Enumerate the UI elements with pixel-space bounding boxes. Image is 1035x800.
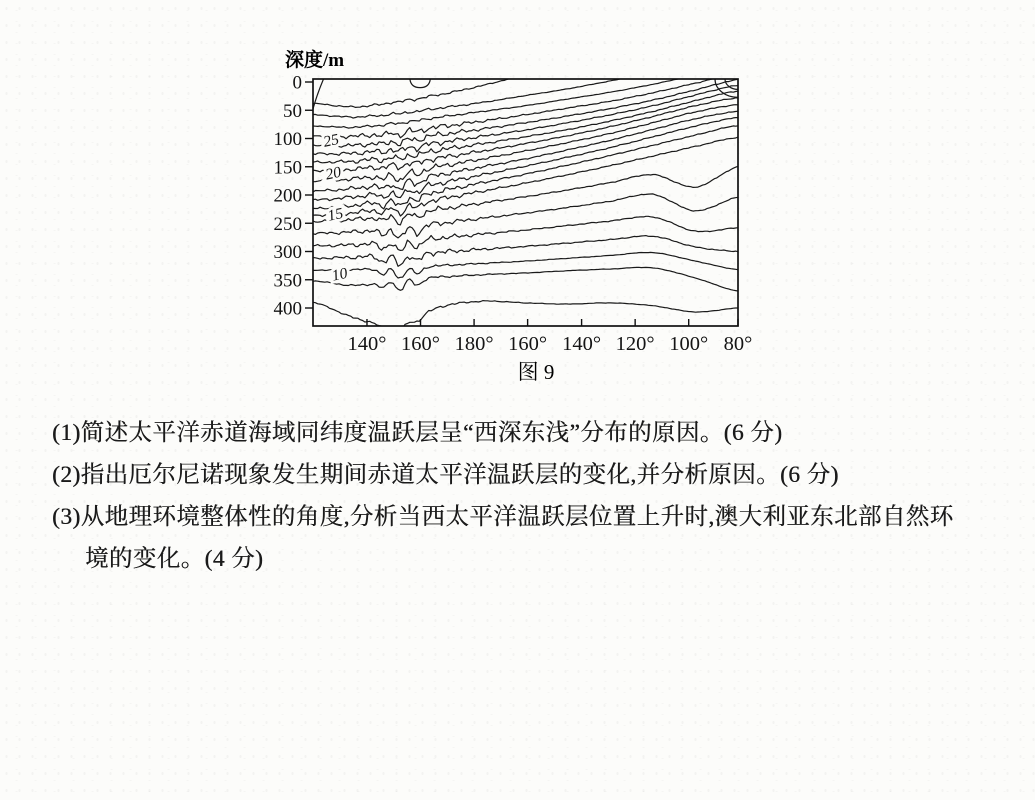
svg-text:400: 400 <box>273 298 302 320</box>
svg-text:10: 10 <box>330 264 350 285</box>
y-axis-title: 深度/m <box>285 50 345 71</box>
svg-text:140°: 140° <box>562 333 602 355</box>
svg-text:80°: 80° <box>723 333 753 355</box>
svg-text:160°: 160° <box>508 333 548 355</box>
svg-text:250: 250 <box>273 213 302 235</box>
question-3-line-1: (3)从地理环境整体性的角度,分析当西太平洋温跃层位置上升时,澳大利亚东北部自然环 <box>52 504 954 530</box>
svg-text:100°: 100° <box>669 333 709 355</box>
chart-canvas <box>274 40 753 355</box>
svg-text:150: 150 <box>273 157 302 179</box>
question-3-line-2: 境的变化。(4 分) <box>85 546 264 572</box>
svg-text:100: 100 <box>273 129 302 150</box>
svg-text:15: 15 <box>326 204 345 225</box>
question-1: (1)简述太平洋赤道海域同纬度温跃层呈“西深东浅”分布的原因。(6 分) <box>52 420 783 446</box>
svg-text:200: 200 <box>273 185 302 207</box>
svg-text:20: 20 <box>323 163 343 184</box>
svg-text:50: 50 <box>283 100 302 122</box>
svg-text:25: 25 <box>321 130 341 151</box>
svg-text:300: 300 <box>273 242 302 263</box>
svg-text:350: 350 <box>273 270 302 292</box>
svg-text:120°: 120° <box>615 333 655 355</box>
svg-text:140°: 140° <box>347 333 387 355</box>
svg-text:0: 0 <box>292 72 302 94</box>
thermocline-contour-chart <box>260 40 780 400</box>
figure-caption: 图 9 <box>517 360 555 384</box>
svg-text:180°: 180° <box>454 333 494 355</box>
svg-text:160°: 160° <box>401 333 441 355</box>
question-2: (2)指出厄尔尼诺现象发生期间赤道太平洋温跃层的变化,并分析原因。(6 分) <box>52 462 839 488</box>
questions-block <box>52 412 982 580</box>
